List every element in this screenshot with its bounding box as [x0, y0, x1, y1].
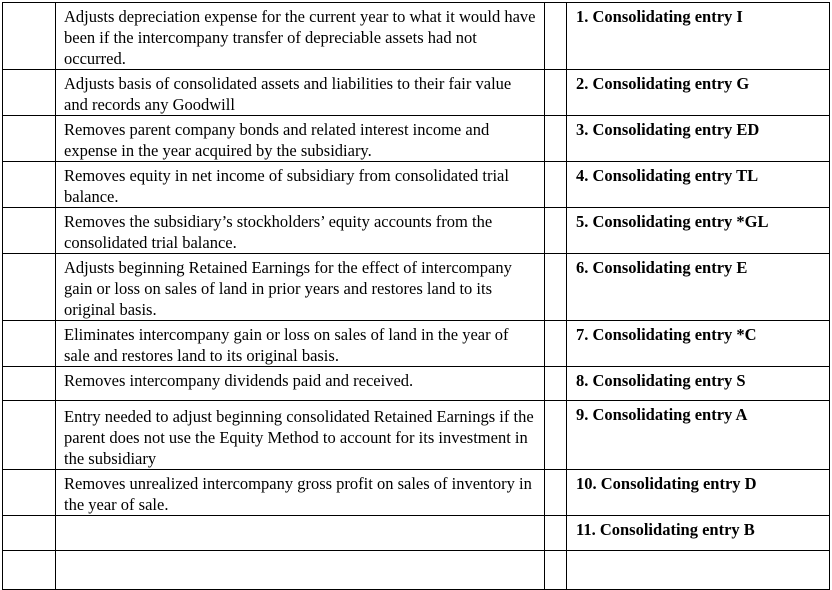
description-cell: Adjusts beginning Retained Earnings for the effect of intercompany gain or loss on sales of land in prior years and restores land to its original basis.: [56, 254, 545, 321]
description-cell: [56, 551, 545, 590]
answer-blank[interactable]: [3, 162, 56, 208]
entry-cell: 3. Consolidating entry ED: [567, 116, 830, 162]
answer-blank[interactable]: [3, 470, 56, 516]
table-row: [3, 3, 830, 70]
table-row: [3, 116, 830, 162]
answer-blank[interactable]: [3, 254, 56, 321]
entry-cell: 6. Consolidating entry E: [567, 254, 830, 321]
description-cell: Removes the subsidiary’s stockholders’ equity accounts from the consolidated trial balance.: [56, 208, 545, 254]
spacer-cell: [545, 367, 567, 401]
description-cell: Removes unrealized intercompany gross profit on sales of inventory in the year of sale.: [56, 470, 545, 516]
table-row: [3, 162, 830, 208]
table-row: [3, 516, 830, 551]
entry-cell: 5. Consolidating entry *GL: [567, 208, 830, 254]
spacer-cell: [545, 401, 567, 470]
description-cell: Eliminates intercompany gain or loss on sales of land in the year of sale and restores land to its original basis.: [56, 321, 545, 367]
description-cell: Entry needed to adjust beginning consolidated Retained Earnings if the parent does not use the Equity Method to account for its investment in the subsidiary: [56, 401, 545, 470]
entry-cell: 4. Consolidating entry TL: [567, 162, 830, 208]
spacer-cell: [545, 321, 567, 367]
description-cell: Removes parent company bonds and related interest income and expense in the year acquired by the subsidiary.: [56, 116, 545, 162]
answer-blank[interactable]: [3, 551, 56, 590]
spacer-cell: [545, 3, 567, 70]
answer-blank[interactable]: [3, 516, 56, 551]
description-cell: Adjusts basis of consolidated assets and liabilities to their fair value and records any Goodwill: [56, 70, 545, 116]
answer-blank[interactable]: [3, 367, 56, 401]
table-row: [3, 401, 830, 470]
spacer-cell: [545, 470, 567, 516]
spacer-cell: [545, 516, 567, 551]
matching-table: [2, 2, 830, 590]
table-row: [3, 551, 830, 590]
table-row: [3, 254, 830, 321]
spacer-cell: [545, 116, 567, 162]
description-cell: [56, 516, 545, 551]
answer-blank[interactable]: [3, 3, 56, 70]
entry-cell: 11. Consolidating entry B: [567, 516, 830, 551]
spacer-cell: [545, 70, 567, 116]
table-row: [3, 70, 830, 116]
description-cell: Removes equity in net income of subsidiary from consolidated trial balance.: [56, 162, 545, 208]
table-row: [3, 367, 830, 401]
entry-cell: 9. Consolidating entry A: [567, 401, 830, 470]
spacer-cell: [545, 254, 567, 321]
description-cell: Removes intercompany dividends paid and received.: [56, 367, 545, 401]
table-row: [3, 208, 830, 254]
answer-blank[interactable]: [3, 208, 56, 254]
answer-blank[interactable]: [3, 401, 56, 470]
table-row: [3, 470, 830, 516]
entry-cell: 2. Consolidating entry G: [567, 70, 830, 116]
entry-cell: 8. Consolidating entry S: [567, 367, 830, 401]
entry-cell: 1. Consolidating entry I: [567, 3, 830, 70]
answer-blank[interactable]: [3, 70, 56, 116]
entry-cell: 7. Consolidating entry *C: [567, 321, 830, 367]
spacer-cell: [545, 162, 567, 208]
description-cell: Adjusts depreciation expense for the current year to what it would have been if the intercompany transfer of depreciable assets had not occurred.: [56, 3, 545, 70]
spacer-cell: [545, 551, 567, 590]
answer-blank[interactable]: [3, 116, 56, 162]
answer-blank[interactable]: [3, 321, 56, 367]
entry-cell: [567, 551, 830, 590]
spacer-cell: [545, 208, 567, 254]
table-row: [3, 321, 830, 367]
entry-cell: 10. Consolidating entry D: [567, 470, 830, 516]
